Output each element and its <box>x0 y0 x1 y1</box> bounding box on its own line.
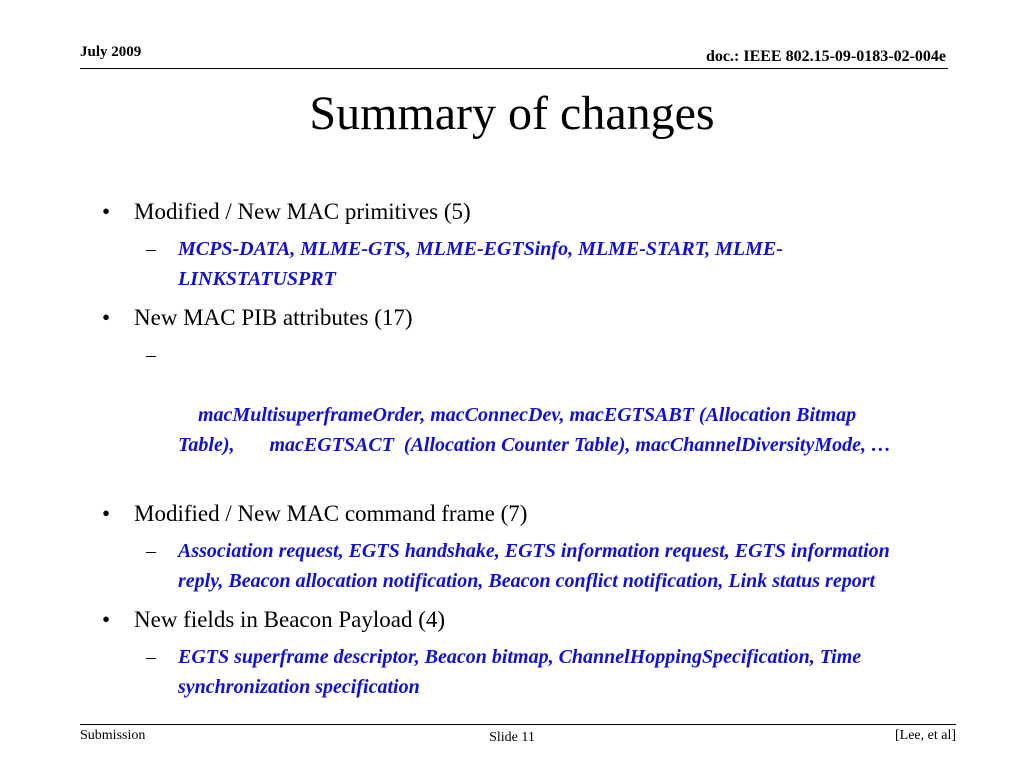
bullet-text: Modified / New MAC primitives (5) <box>134 199 471 224</box>
footer-slide-number: Slide 11 <box>489 730 535 745</box>
sub-bullet-item <box>102 536 898 596</box>
sub-bullet-text: macMultisuperframeOrder, macConnecDev, macEGTSABT (Allocation Bitmap Table), macEGTSACT (Allocation Counter Table), macChannelDiversityMode, … <box>178 404 891 456</box>
bullet-dot-icon: • <box>102 607 111 632</box>
sub-bullet-text: EGTS superframe descriptor, Beacon bitmap, ChannelHoppingSpecification, Time synchronization specification <box>178 646 862 698</box>
bullet-item <box>102 302 902 334</box>
slide-body <box>102 196 902 710</box>
footer-authors: [Lee, et al] <box>894 728 956 743</box>
bullet-text: New fields in Beacon Payload (4) <box>134 607 446 632</box>
sub-bullet-item <box>102 340 898 490</box>
dash-icon: – <box>146 344 156 366</box>
bullet-text: New MAC PIB attributes (17) <box>134 305 413 330</box>
bullet-dot-icon: • <box>102 199 111 224</box>
footer-rule <box>80 724 956 725</box>
dash-icon: – <box>146 238 156 260</box>
bullet-dot-icon: • <box>102 305 111 330</box>
bullet-item <box>102 498 902 530</box>
slide-title: Summary of changes <box>309 87 715 140</box>
bullet-dot-icon: • <box>102 501 111 526</box>
sub-bullet-text: MCPS-DATA, MLME-GTS, MLME-EGTSinfo, MLME-START, MLME-LINKSTATUSPRT <box>178 238 783 290</box>
sub-bullet-item <box>102 234 898 294</box>
footer-submission: Submission <box>80 728 146 743</box>
dash-icon: – <box>146 646 156 668</box>
sub-bullet-item <box>102 642 898 702</box>
header-rule <box>80 68 948 69</box>
bullet-item <box>102 196 902 228</box>
header-doc-id: doc.: IEEE 802.15-09-0183-02-004e <box>706 48 946 65</box>
dash-icon: – <box>146 540 156 562</box>
header-date: July 2009 <box>80 44 142 60</box>
bullet-item <box>102 604 902 636</box>
sub-bullet-text: Association request, EGTS handshake, EGTS information request, EGTS information reply, Beacon allocation notification, Beacon conflict notification, Link status report <box>178 540 890 592</box>
bullet-text: Modified / New MAC command frame (7) <box>134 501 528 526</box>
